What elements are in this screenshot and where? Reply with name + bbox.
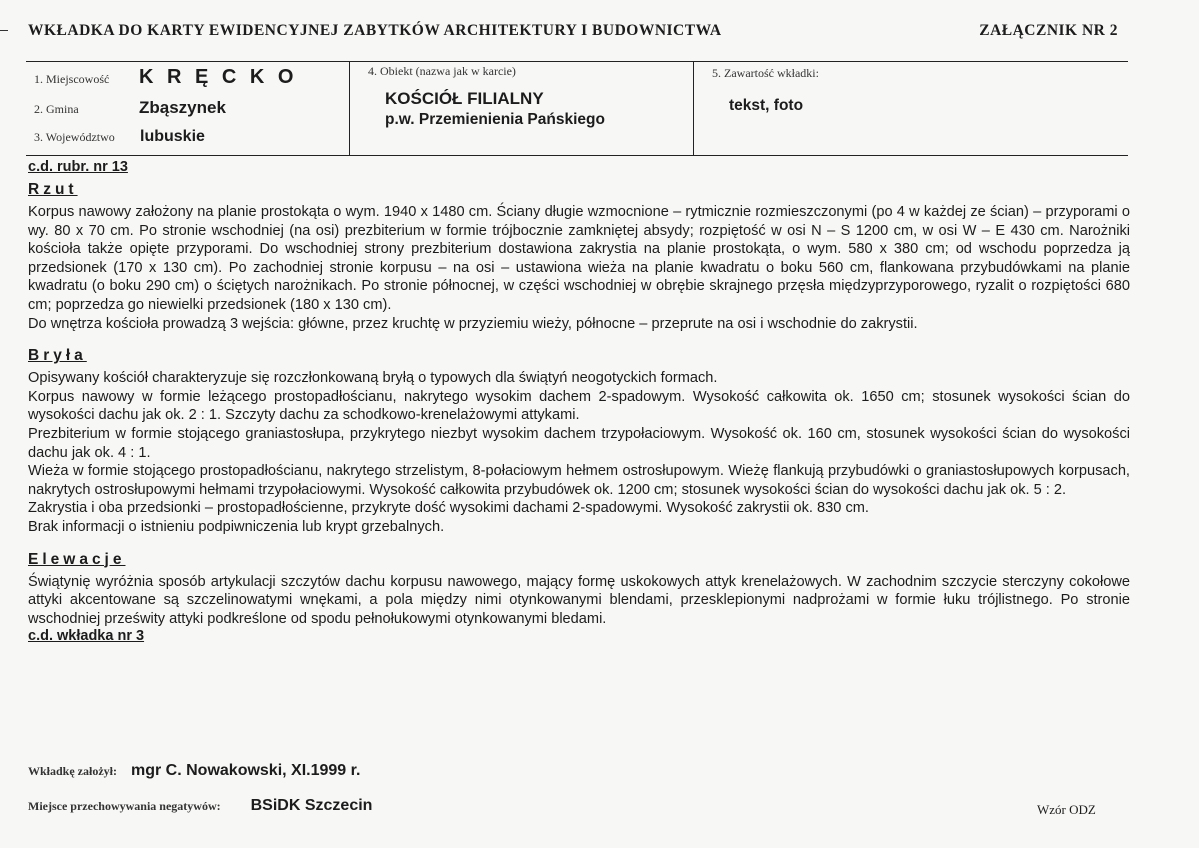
object-name: KOŚCIÓŁ FILIALNY bbox=[385, 89, 544, 108]
paragraph: Prezbiterium w formie stojącego graniastosłupa, przykrytego niezbyt wysokim dachem trzypołaciowym. Wysokość ok. 160 cm, stosunek wysokości ścian do wysokości dachu jak ok. 4 : 1. bbox=[28, 425, 1130, 461]
voivodeship-label: 3. Województwo bbox=[34, 130, 115, 144]
author-label: Wkładkę założył: bbox=[28, 764, 117, 778]
metadata-table bbox=[26, 61, 1128, 156]
paragraph: Korpus nawowy w formie leżącego prostopadłościanu, nakrytego wysokim dachem 2-spadowym. Wysokość całkowita ok. 1650 cm; stosunek wysokości ścian do wysokości dachu jak ok. 2 : 1. Szczyty dachu za schodkowo-krenelażowymi attykami. bbox=[28, 388, 1130, 424]
storage-line bbox=[28, 797, 372, 815]
locality-label: 1. Miejscowość bbox=[34, 72, 110, 86]
form-title: WKŁADKA DO KARTY EWIDENCYJNEJ ZABYTKÓW ARCHITEKTURY I BUDOWNICTWA bbox=[28, 22, 722, 39]
section-title-bryla: Bryła bbox=[28, 347, 87, 365]
continuation-reference: c.d. rubr. nr 13 bbox=[28, 159, 128, 175]
storage-label: Miejsce przechowywania negatywów: bbox=[28, 799, 221, 813]
storage-value: BSiDK Szczecin bbox=[250, 797, 373, 814]
location-column bbox=[26, 62, 350, 155]
author-value: mgr C. Nowakowski, XI.1999 r. bbox=[131, 762, 361, 779]
paragraph: Do wnętrza kościoła prowadzą 3 wejścia: główne, przez kruchtę w przyziemiu wieży, północne – przeprute na osi i wschodnie do zakrystii. bbox=[28, 315, 918, 332]
locality-value: K R Ę C K O bbox=[139, 66, 298, 88]
section-title-rzut: Rzut bbox=[28, 181, 78, 198]
object-label: 4. Obiekt (nazwa jak w karcie) bbox=[368, 64, 516, 78]
form-header bbox=[28, 22, 1118, 40]
locality-row bbox=[34, 66, 297, 89]
contents-column bbox=[694, 62, 1128, 155]
paragraph: Opisywany kościół charakteryzuje się rozczłonkowaną bryłą o typowych dla świątyń neogotyckich formach. bbox=[28, 370, 718, 387]
object-column bbox=[350, 62, 694, 155]
document-body bbox=[28, 159, 1130, 644]
voivodeship-value: lubuskie bbox=[140, 128, 205, 145]
scan-edge-mark bbox=[0, 30, 8, 31]
attachment-number: ZAŁĄCZNIK NR 2 bbox=[979, 22, 1118, 39]
continuation-reference-bottom: c.d. wkładka nr 3 bbox=[28, 628, 145, 645]
paragraph: Wieża w formie stojącego prostopadłościanu, nakrytego strzelistym, 8-połaciowym hełmem ostrosłupowym. Wieżę flankują przybudówki o graniastosłupowych korpusach, nakrytych ostrosłupowymi hełmami trzypołaciowymi. Wysokość całkowita przybudówek ok. 1200 cm; stosunek wysokości ścian do wysokości dachu jak ok. 5 : 2. bbox=[28, 463, 1130, 498]
paragraph: Brak informacji o istnieniu podpiwniczenia lub krypt grzebalnych. bbox=[28, 518, 445, 535]
commune-row bbox=[34, 98, 226, 118]
author-line bbox=[28, 762, 360, 780]
commune-label: 2. Gmina bbox=[34, 102, 79, 116]
section-title-elewacje: Elewacje bbox=[28, 550, 126, 568]
template-mark: Wzór ODZ bbox=[1037, 802, 1096, 817]
contents-value: tekst, foto bbox=[729, 97, 804, 114]
voivodeship-row bbox=[34, 128, 205, 146]
commune-value: Zbąszynek bbox=[139, 98, 226, 117]
paragraph: Zakrystia i oba przedsionki – prostopadłościenne, przykryte dość wysokimi dachami 2-spadowymi. Wysokość zakrystii ok. 830 cm. bbox=[28, 500, 869, 517]
paragraph: Korpus nawowy założony na planie prostokąta o wym. 1940 x 1480 cm. Ściany długie wzmocnione – rytmicznie rozmieszczonymi (po 4 w każdej ze ścian) – przyporami o wy. 80 x 70 cm. Po stronie wschodniej (na osi) prezbiterium w formie trójbocznie zamkniętej absydy; rozpiętość w osi N – S 1200 cm, w osi W – E 430 cm. Narożniki kościoła także opięte przyporami. Do wschodniej strony prezbiterium dostawiona zakrystia na planie prostokąta, o wym. 580 x 380 cm; od wschodu poprzedza ją przedsionek (170 x 130 cm). Po zachodniej stronie korpusu – na osi – ustawiona wieża na planie kwadratu o boku 560 cm, flankowana przybudówkami na planie kwadratu (o boku 290 cm) o ściętych narożnikach. Po stronie północnej, w części wschodniej w obrębie skrajnego przęsła międzyprzyporowego, ryzalit o rozpiętości 680 cm; poprzedza go niewielki przedsionek (180 x 130 cm). bbox=[28, 204, 1130, 313]
object-subtitle: p.w. Przemienienia Pańskiego bbox=[385, 111, 605, 128]
contents-label: 5. Zawartość wkładki: bbox=[712, 66, 819, 80]
paragraph: Świątynię wyróżnia sposób artykulacji szczytów dachu korpusu nawowego, mający formę uskokowych attyk krenelażowych. W zachodnim szczycie sterczyny cokołowe attyki akcentowane są szczelinowatymi wnękami, a pola między nimi otynkowanymi blendami, przesklepionymi nadprożami w formie łuku trójlistnego. Po stronie wschodniej prześwity attyki podkreślone od spodu pełnołukowymi otynkowanymi bledami. bbox=[28, 573, 1130, 627]
